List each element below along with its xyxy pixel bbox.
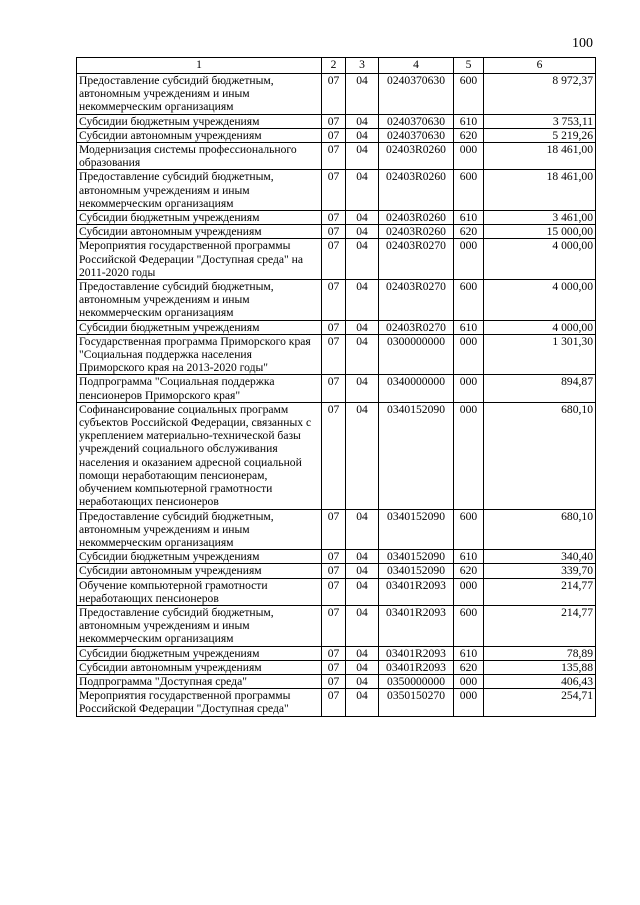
expense-type-code-cell: 600 (454, 74, 484, 115)
section-code-cell: 07 (322, 509, 346, 550)
amount-cell: 680,10 (484, 402, 596, 509)
table-row (77, 239, 596, 280)
amount-cell: 340,40 (484, 550, 596, 564)
target-article-code-cell: 0350150270 (379, 689, 454, 716)
amount-cell: 339,70 (484, 564, 596, 578)
table-row (77, 114, 596, 128)
section-code-cell: 07 (322, 674, 346, 688)
amount-cell: 18 461,00 (484, 170, 596, 211)
table-row (77, 509, 596, 550)
item-name-cell: Субсидии бюджетным учреждениям (77, 550, 322, 564)
item-name-cell: Субсидии автономным учреждениям (77, 564, 322, 578)
section-code-cell: 07 (322, 320, 346, 334)
item-name-cell: Субсидии бюджетным учреждениям (77, 114, 322, 128)
target-article-code-cell: 03401R2093 (379, 660, 454, 674)
subsection-code-cell: 04 (346, 550, 379, 564)
section-code-cell: 07 (322, 375, 346, 402)
item-name-cell: Предоставление субсидий бюджетным, автономным учреждениям и иным некоммерческим организациям (77, 74, 322, 115)
target-article-code-cell: 02403R0260 (379, 225, 454, 239)
target-article-code-cell: 0240370630 (379, 74, 454, 115)
table-row (77, 170, 596, 211)
section-code-cell: 07 (322, 646, 346, 660)
amount-cell: 18 461,00 (484, 143, 596, 170)
section-code-cell: 07 (322, 550, 346, 564)
table-row (77, 74, 596, 115)
subsection-code-cell: 04 (346, 402, 379, 509)
target-article-code-cell: 0350000000 (379, 674, 454, 688)
item-name-cell: Субсидии автономным учреждениям (77, 225, 322, 239)
target-article-code-cell: 02403R0260 (379, 170, 454, 211)
item-name-cell: Субсидии бюджетным учреждениям (77, 211, 322, 225)
amount-cell: 5 219,26 (484, 128, 596, 142)
section-code-cell: 07 (322, 334, 346, 375)
amount-cell: 8 972,37 (484, 74, 596, 115)
section-code-cell: 07 (322, 74, 346, 115)
amount-cell: 1 301,30 (484, 334, 596, 375)
subsection-code-cell: 04 (346, 280, 379, 321)
item-name-cell: Модернизация системы профессионального образования (77, 143, 322, 170)
amount-cell: 254,71 (484, 689, 596, 716)
target-article-code-cell: 0340152090 (379, 564, 454, 578)
expense-type-code-cell: 600 (454, 280, 484, 321)
target-article-code-cell: 03401R2093 (379, 605, 454, 646)
expense-type-code-cell: 000 (454, 689, 484, 716)
amount-cell: 894,87 (484, 375, 596, 402)
item-name-cell: Предоставление субсидий бюджетным, автономным учреждениям и иным некоммерческим организациям (77, 605, 322, 646)
section-code-cell: 07 (322, 280, 346, 321)
expense-type-code-cell: 610 (454, 211, 484, 225)
expense-type-code-cell: 610 (454, 320, 484, 334)
subsection-code-cell: 04 (346, 689, 379, 716)
subsection-code-cell: 04 (346, 334, 379, 375)
target-article-code-cell: 02403R0270 (379, 280, 454, 321)
table-row (77, 689, 596, 716)
target-article-code-cell: 03401R2093 (379, 646, 454, 660)
section-code-cell: 07 (322, 128, 346, 142)
amount-cell: 135,88 (484, 660, 596, 674)
item-name-cell: Мероприятия государственной программы Российской Федерации "Доступная среда" на 2011-2020 годы (77, 239, 322, 280)
subsection-code-cell: 04 (346, 564, 379, 578)
subsection-code-cell: 04 (346, 225, 379, 239)
target-article-code-cell: 0340152090 (379, 402, 454, 509)
subsection-code-cell: 04 (346, 143, 379, 170)
table-row (77, 225, 596, 239)
header-cell: 4 (379, 58, 454, 74)
subsection-code-cell: 04 (346, 509, 379, 550)
expense-type-code-cell: 000 (454, 402, 484, 509)
table-row (77, 280, 596, 321)
table-row (77, 564, 596, 578)
expense-type-code-cell: 000 (454, 143, 484, 170)
section-code-cell: 07 (322, 660, 346, 674)
expense-type-code-cell: 620 (454, 128, 484, 142)
table-row (77, 334, 596, 375)
amount-cell: 4 000,00 (484, 280, 596, 321)
amount-cell: 4 000,00 (484, 320, 596, 334)
target-article-code-cell: 0240370630 (379, 114, 454, 128)
target-article-code-cell: 0340000000 (379, 375, 454, 402)
header-row (77, 58, 596, 74)
item-name-cell: Субсидии бюджетным учреждениям (77, 646, 322, 660)
item-name-cell: Субсидии автономным учреждениям (77, 128, 322, 142)
target-article-code-cell: 0340152090 (379, 550, 454, 564)
header-cell: 2 (322, 58, 346, 74)
section-code-cell: 07 (322, 402, 346, 509)
item-name-cell: Государственная программа Приморского края "Социальная поддержка населения Приморского края на 2013-2020 годы" (77, 334, 322, 375)
expense-type-code-cell: 000 (454, 578, 484, 605)
subsection-code-cell: 04 (346, 660, 379, 674)
item-name-cell: Подпрограмма "Социальная поддержка пенсионеров Приморского края" (77, 375, 322, 402)
subsection-code-cell: 04 (346, 170, 379, 211)
item-name-cell: Предоставление субсидий бюджетным, автономным учреждениям и иным некоммерческим организациям (77, 509, 322, 550)
subsection-code-cell: 04 (346, 646, 379, 660)
header-cell: 3 (346, 58, 379, 74)
subsection-code-cell: 04 (346, 605, 379, 646)
amount-cell: 15 000,00 (484, 225, 596, 239)
subsection-code-cell: 04 (346, 211, 379, 225)
section-code-cell: 07 (322, 689, 346, 716)
expense-type-code-cell: 610 (454, 114, 484, 128)
subsection-code-cell: 04 (346, 128, 379, 142)
table-row (77, 143, 596, 170)
amount-cell: 78,89 (484, 646, 596, 660)
section-code-cell: 07 (322, 564, 346, 578)
table-row (77, 211, 596, 225)
header-cell: 5 (454, 58, 484, 74)
amount-cell: 4 000,00 (484, 239, 596, 280)
item-name-cell: Софинансирование социальных программ субъектов Российской Федерации, связанных с укреплением материально-технической базы учреждений социального обслуживания населения и оказанием адресной социальной помощи неработающим пенсионерам, обучением компьютерной грамотности неработающих пенсионеров (77, 402, 322, 509)
item-name-cell: Субсидии бюджетным учреждениям (77, 320, 322, 334)
item-name-cell: Мероприятия государственной программы Российской Федерации "Доступная среда" (77, 689, 322, 716)
subsection-code-cell: 04 (346, 674, 379, 688)
budget-table (76, 57, 596, 717)
table-row (77, 605, 596, 646)
table-row (77, 646, 596, 660)
section-code-cell: 07 (322, 578, 346, 605)
target-article-code-cell: 02403R0260 (379, 143, 454, 170)
subsection-code-cell: 04 (346, 578, 379, 605)
target-article-code-cell: 02403R0270 (379, 320, 454, 334)
section-code-cell: 07 (322, 225, 346, 239)
item-name-cell: Предоставление субсидий бюджетным, автономным учреждениям и иным некоммерческим организациям (77, 170, 322, 211)
header-cell: 1 (77, 58, 322, 74)
table-row (77, 550, 596, 564)
table-row (77, 375, 596, 402)
target-article-code-cell: 03401R2093 (379, 578, 454, 605)
subsection-code-cell: 04 (346, 375, 379, 402)
expense-type-code-cell: 000 (454, 239, 484, 280)
table-row (77, 660, 596, 674)
target-article-code-cell: 02403R0270 (379, 239, 454, 280)
expense-type-code-cell: 600 (454, 509, 484, 550)
section-code-cell: 07 (322, 211, 346, 225)
expense-type-code-cell: 000 (454, 334, 484, 375)
expense-type-code-cell: 620 (454, 660, 484, 674)
table-row (77, 578, 596, 605)
subsection-code-cell: 04 (346, 114, 379, 128)
section-code-cell: 07 (322, 114, 346, 128)
item-name-cell: Субсидии автономным учреждениям (77, 660, 322, 674)
amount-cell: 214,77 (484, 578, 596, 605)
item-name-cell: Подпрограмма "Доступная среда" (77, 674, 322, 688)
subsection-code-cell: 04 (346, 320, 379, 334)
section-code-cell: 07 (322, 239, 346, 280)
section-code-cell: 07 (322, 143, 346, 170)
amount-cell: 3 753,11 (484, 114, 596, 128)
table-row (77, 320, 596, 334)
expense-type-code-cell: 620 (454, 564, 484, 578)
amount-cell: 680,10 (484, 509, 596, 550)
item-name-cell: Предоставление субсидий бюджетным, автономным учреждениям и иным некоммерческим организациям (77, 280, 322, 321)
subsection-code-cell: 04 (346, 239, 379, 280)
item-name-cell: Обучение компьютерной грамотности неработающих пенсионеров (77, 578, 322, 605)
expense-type-code-cell: 600 (454, 170, 484, 211)
expense-type-code-cell: 620 (454, 225, 484, 239)
expense-type-code-cell: 600 (454, 605, 484, 646)
expense-type-code-cell: 000 (454, 674, 484, 688)
amount-cell: 214,77 (484, 605, 596, 646)
header-cell: 6 (484, 58, 596, 74)
target-article-code-cell: 0240370630 (379, 128, 454, 142)
table-row (77, 674, 596, 688)
page-number: 100 (572, 36, 593, 51)
table-row (77, 128, 596, 142)
expense-type-code-cell: 610 (454, 550, 484, 564)
expense-type-code-cell: 610 (454, 646, 484, 660)
section-code-cell: 07 (322, 170, 346, 211)
table-row (77, 402, 596, 509)
target-article-code-cell: 02403R0260 (379, 211, 454, 225)
subsection-code-cell: 04 (346, 74, 379, 115)
target-article-code-cell: 0300000000 (379, 334, 454, 375)
amount-cell: 3 461,00 (484, 211, 596, 225)
amount-cell: 406,43 (484, 674, 596, 688)
target-article-code-cell: 0340152090 (379, 509, 454, 550)
expense-type-code-cell: 000 (454, 375, 484, 402)
section-code-cell: 07 (322, 605, 346, 646)
